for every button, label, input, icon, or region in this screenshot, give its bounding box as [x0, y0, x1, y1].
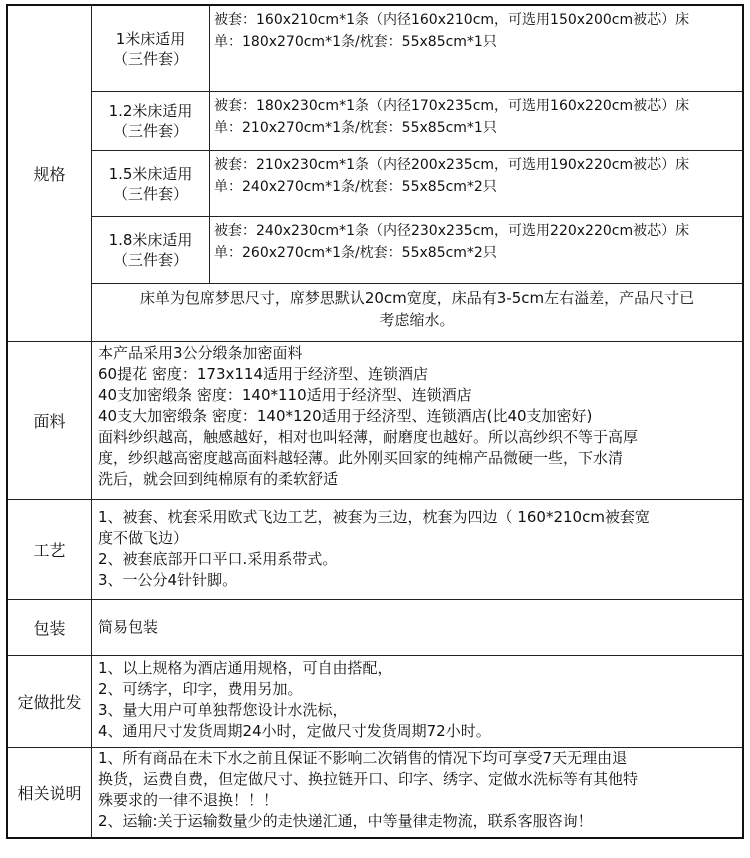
spec-item-1-name [92, 6, 210, 91]
notes-row [8, 748, 742, 837]
spec-item-3-detail-line2: 单：240x270cm*1条/枕套：55x85cm*2只 [214, 179, 497, 195]
spec-item-3-detail [210, 151, 742, 216]
fabric-line-6: 度，纱织越高密度越高面料越轻薄。此外刚买回家的纯棉产品微硬一些，下水清 [98, 449, 624, 467]
fabric-row [8, 342, 742, 500]
spec-item-2-detail-line1: 被套：180x230cm*1条（内径170x235cm，可选用160x220cm被芯）床 [214, 98, 690, 114]
spec-item-1 [92, 6, 742, 92]
spec-item-4-name-line2: （三件套） [112, 251, 188, 269]
fabric-content [92, 342, 742, 499]
craft-line-3: 2、被套底部开口平口.采用系带式。 [98, 550, 338, 568]
notes-line-4: 2、运输:关于运输数量少的走快递汇通，中等量律走物流，联系客服咨询！ [98, 812, 593, 830]
notes-line-3: 殊要求的一律不退换！！！ [98, 791, 279, 809]
packing-content [92, 600, 742, 655]
craft-content [92, 500, 742, 599]
custom-row [8, 656, 742, 748]
craft-line-1: 1、被套、枕套采用欧式飞边工艺，被套为三边，枕套为四边（ 160*210cm被套宽 [98, 508, 650, 526]
spec-item-3-name [92, 151, 210, 216]
spec-item-4 [92, 217, 742, 284]
packing-row [8, 600, 742, 656]
fabric-line-3: 40支加密缎条 密度：140*110适用于经济型、连锁酒店 [98, 386, 472, 404]
fabric-label: 面料 [8, 342, 92, 499]
spec-item-4-detail-line2: 单：260x270cm*1条/枕套：55x85cm*2只 [214, 245, 497, 261]
packing-line-1: 简易包装 [98, 618, 159, 636]
spec-label: 规格 [8, 6, 92, 341]
spec-item-1-name-line2: （三件套） [112, 49, 188, 68]
fabric-line-1: 本产品采用3公分缎条加密面料 [98, 344, 303, 362]
custom-content [92, 656, 742, 747]
spec-item-2-name [92, 92, 210, 150]
spec-item-2-detail [210, 92, 742, 150]
spec-item-2 [92, 92, 742, 151]
spec-item-1-detail [210, 6, 742, 91]
notes-line-2: 换货，运费自费，但定做尺寸、换拉链开口、印字、绣字、定做水洗标等有其他特 [98, 770, 639, 788]
spec-item-4-detail-line1: 被套：240x230cm*1条（内径230x235cm，可选用220x220cm被芯）床 [214, 223, 690, 239]
craft-label: 工艺 [8, 500, 92, 599]
notes-line-1: 1、所有商品在未下水之前且保证不影响二次销售的情况下均可享受7天无理由退 [98, 749, 628, 767]
custom-line-1: 1、以上规格为酒店通用规格，可自由搭配， [98, 659, 393, 677]
custom-line-2: 2、可绣字，印字，费用另加。 [98, 680, 303, 698]
spec-item-3-name-line1: 1.5米床适用 [108, 164, 193, 183]
spec-item-2-detail-line2: 单：210x270cm*1条/枕套：55x85cm*1只 [214, 120, 497, 136]
spec-item-1-detail-line2: 单：180x270cm*1条/枕套：55x85cm*1只 [214, 34, 497, 50]
custom-line-4: 4、通用尺寸发货周期24小时，定做尺寸发货周期72小时。 [98, 722, 491, 740]
spec-note-line2: 考虑缩水。 [379, 311, 455, 329]
packing-label: 包装 [8, 600, 92, 655]
spec-note [92, 284, 742, 341]
craft-line-4: 3、一公分4针针脚。 [98, 571, 238, 589]
spec-item-1-name-line1: 1米床适用 [115, 29, 186, 48]
spec-item-3 [92, 151, 742, 217]
spec-sheet [6, 4, 744, 839]
spec-item-3-name-line2: （三件套） [112, 184, 188, 203]
fabric-line-7: 洗后，就会回到纯棉原有的柔软舒适 [98, 470, 339, 488]
fabric-line-4: 40支大加密缎条 密度：140*120适用于经济型、连锁酒店(比40支加密好) [98, 407, 593, 425]
spec-item-4-name-line1: 1.8米床适用 [108, 231, 193, 249]
spec-item-4-name [92, 217, 210, 283]
fabric-line-2: 60提花 密度：173x114适用于经济型、连锁酒店 [98, 365, 428, 383]
craft-row [8, 500, 742, 600]
spec-item-4-detail [210, 217, 742, 283]
spec-item-3-detail-line1: 被套：210x230cm*1条（内径200x235cm，可选用190x220cm被芯）床 [214, 157, 690, 173]
fabric-line-5: 面料纱织越高，触感越好，相对也叫轻薄，耐磨度也越好。所以高纱织不等于高厚 [98, 428, 639, 446]
notes-label: 相关说明 [8, 748, 92, 837]
spec-item-1-detail-line1: 被套：160x210cm*1条（内径160x210cm，可选用150x200cm被芯）床 [214, 12, 690, 28]
spec-item-2-name-line2: （三件套） [112, 122, 188, 140]
spec-item-2-name-line1: 1.2米床适用 [108, 102, 193, 120]
custom-line-3: 3、量大用户可单独帮您设计水洗标， [98, 701, 348, 719]
spec-note-line1: 床单为包席梦思尺寸，席梦思默认20cm宽度，床品有3-5cm左右溢差，产品尺寸已 [139, 289, 695, 307]
custom-label: 定做批发 [8, 656, 92, 747]
spec-row [8, 6, 742, 342]
notes-content [92, 748, 742, 837]
craft-line-2: 度不做飞边） [98, 529, 189, 547]
